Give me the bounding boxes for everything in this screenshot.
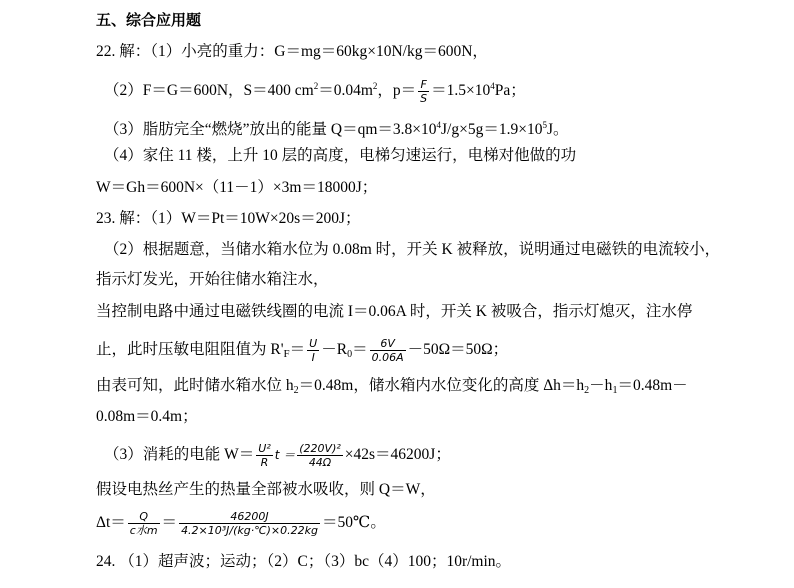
q23-line-8: （3）消耗的电能 W＝ $\frac{\text{U²}}{R}$ t ＝ $\frac{\text{(220V)²}}{44\Omega}$ ×42s＝46200J；: [104, 442, 451, 469]
q23-line-2: （2）根据题意，当储水箱水位为 0.08m 时，开关 K 被释放，说明通过电磁铁的电流较小，: [104, 241, 721, 258]
temperature-fraction-values: $\frac{46200J}{\text{4.2×10³J/(kg·℃)×0.22kg}}$: [181, 510, 318, 537]
q24-line-1: 24. （1）超声波；运动；（2）C；（3）bc（4）100；10r/min。: [96, 553, 512, 570]
resistance-fraction-values: $\frac{6V}{0.06A}$: [371, 337, 404, 364]
q23-line-6: 由表可知，此时储水箱水位 $h_2=0.48m$，储水箱内水位变化的高度 $\Delta h=h_2-h_1=0.48m-$: [96, 377, 688, 396]
q23-line-9: 假设电热丝产生的热量全部被水吸收，则 Q＝W，: [96, 481, 436, 498]
pressure-fraction: $\frac{F}{S}$: [420, 77, 428, 105]
q22-line-3: （3）脂肪完全“燃烧”放出的能量 $Q=qm=3.8\times 10^4J/g\times 5g=1.9\times 10^5J$。: [104, 120, 569, 138]
q22-line-5: W＝Gh＝600N×（11－1）×3m＝18000J；: [96, 179, 378, 196]
q23-line-1: 23. 解：（1）W＝Pt＝10W×20s＝200J；: [96, 210, 361, 227]
q23-line-10: Δt＝ $\frac{Q}{\text{c水m}}$ ＝ $\frac{46200J}{\text{4.2×10³J/(kg·℃)×0.22kg}}$ ＝50℃。: [96, 510, 386, 537]
q22-line-2: （2）F＝G＝600N，S＝400 $cm^2=0.04m^2$，p＝ $\frac{F}{S}$ $=1.5\times 10^4Pa$；: [104, 77, 526, 105]
q22-line-4: （4）家住 11 楼，上升 10 层的高度，电梯匀速运行，电梯对他做的功: [104, 147, 577, 164]
q22-line-1: 22. 解：（1）小亮的重力：G＝mg＝60kg×10N/kg＝600N，: [96, 43, 488, 60]
section-title: 五、综合应用题: [96, 11, 202, 29]
temperature-fraction-formula: $\frac{Q}{\text{c水m}}$: [129, 510, 158, 537]
resistance-fraction-ui: $\frac{U}{I}$: [309, 337, 318, 364]
q23-line-5: 止，此时压敏电阻阻值为 $R'_F=$ $\frac{U}{I}$ $-R_0=$ $\frac{6V}{0.06A}$ －50Ω＝50Ω；: [96, 337, 509, 364]
energy-fraction-formula: $\frac{\text{U²}}{R}$: [258, 442, 271, 469]
q23-line-4: 当控制电路中通过电磁铁线圈的电流 I＝0.06A 时，开关 K 被吸合，指示灯熄灭，注水停: [96, 303, 693, 320]
q23-line-7: 0.08m＝0.4m；: [96, 408, 198, 425]
energy-fraction-values: $\frac{\text{(220V)²}}{44\Omega}$: [299, 442, 341, 469]
q23-line-3: 指示灯发光，开始往储水箱注水，: [96, 271, 329, 288]
